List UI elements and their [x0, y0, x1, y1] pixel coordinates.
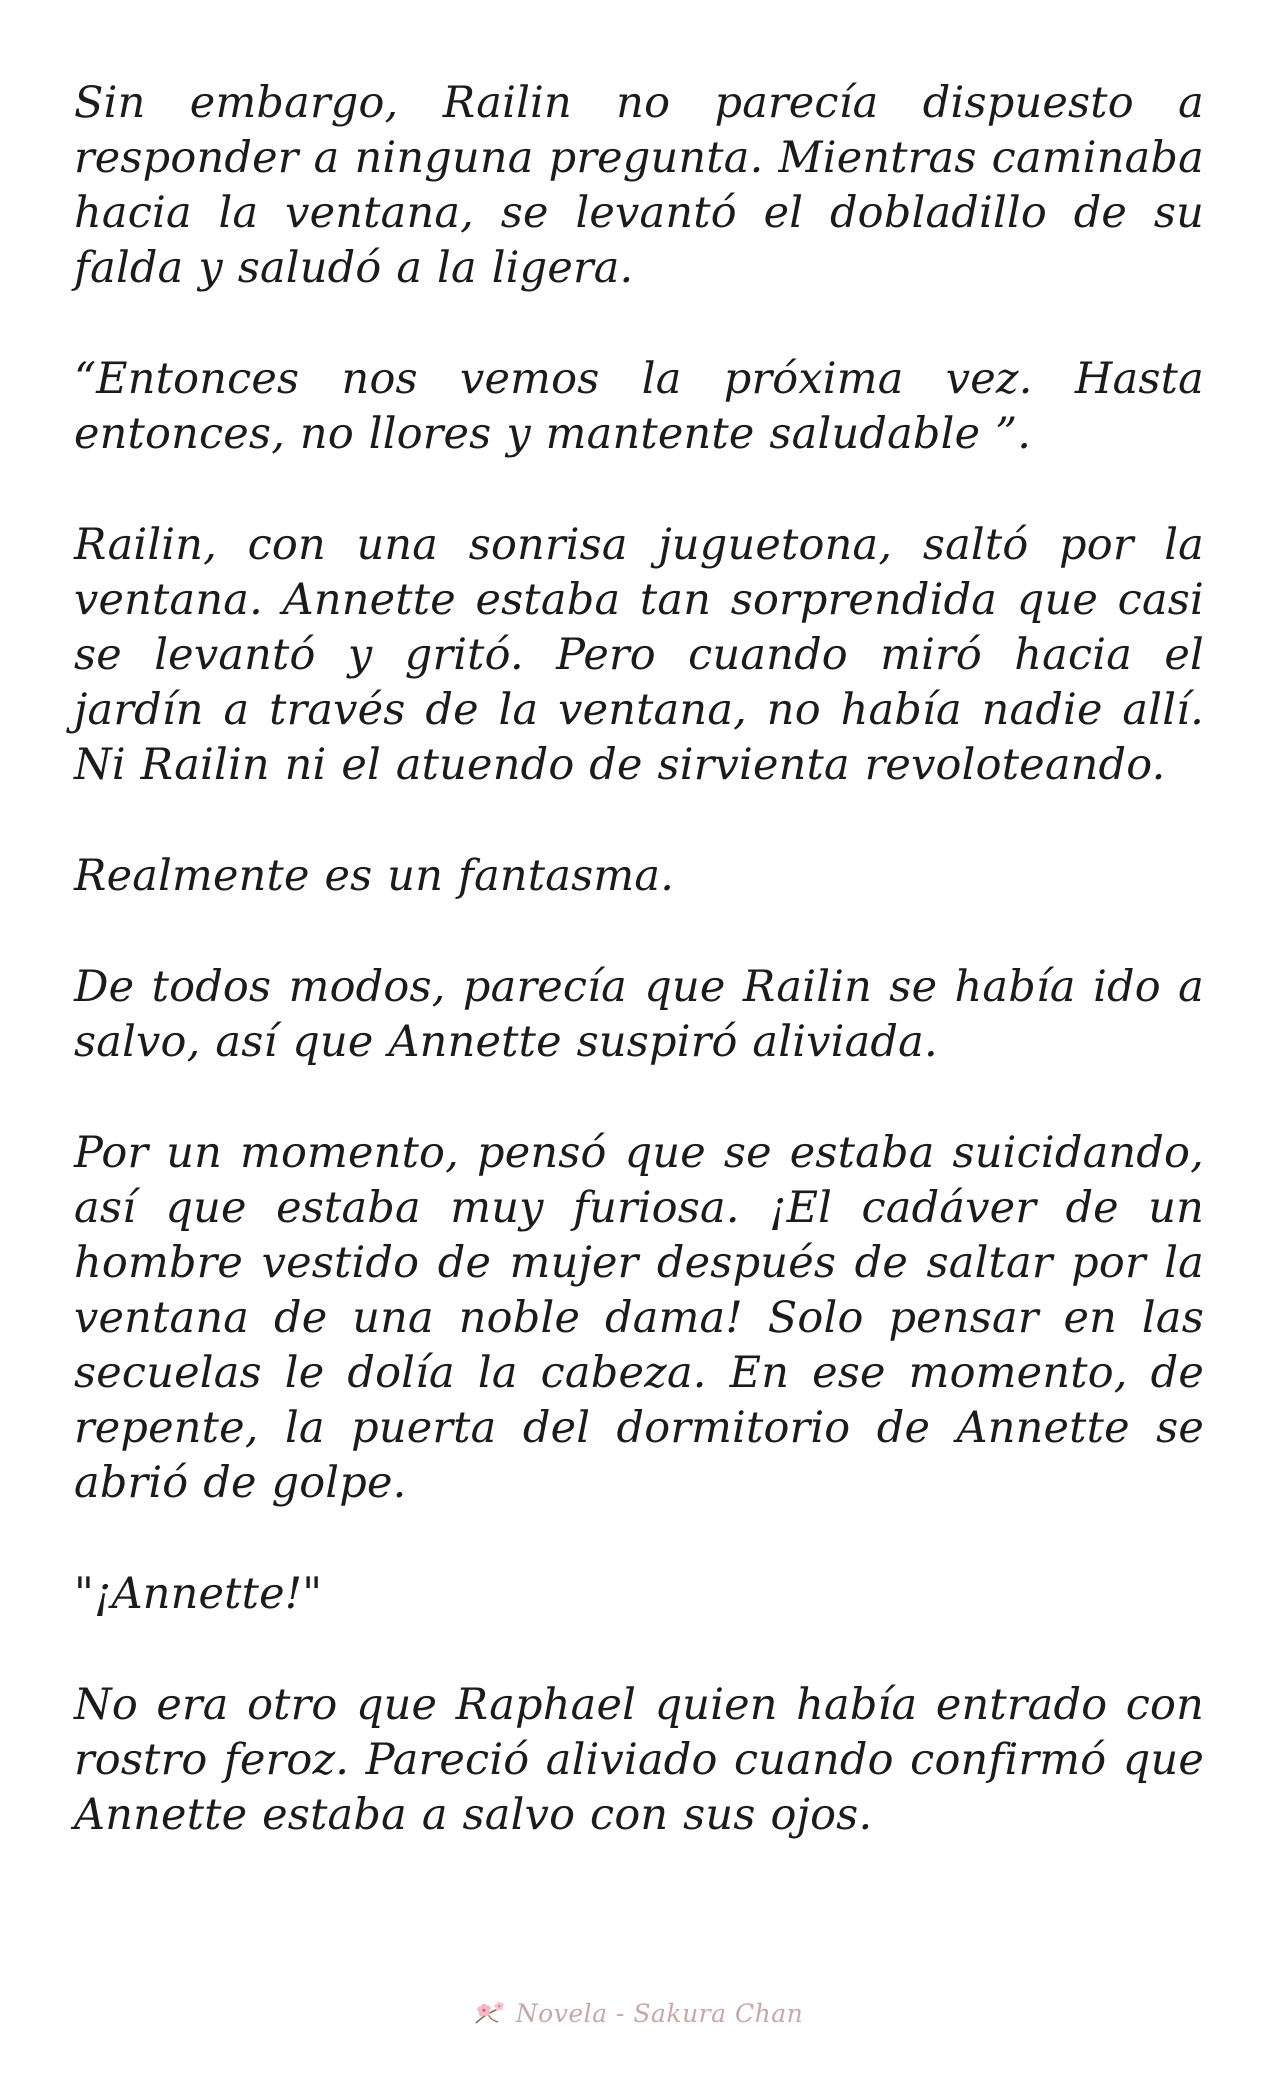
paragraph-1: Sin embargo, Railin no parecía dispuesto a responder a ninguna pregunta. Mientras caminaba hacia la ventana, se levantó el dobladillo de su falda y saludó a la ligera.	[74, 78, 1204, 293]
paragraph-8: No era otro que Raphael quien había entrado con rostro feroz. Pareció aliviado cuando confirmó que Annette estaba a salvo con sus ojos.	[74, 1680, 1204, 1840]
cherry-blossom-icon	[472, 1997, 508, 2029]
paragraph-6: Por un momento, pensó que se estaba suicidando, así que estaba muy furiosa. ¡El cadáver de un hombre vestido de mujer después de saltar por la ventana de una noble dama! Solo pensar en las secuelas le dolía la cabeza. En ese momento, de repente, la puerta del dormitorio de Annette se abrió de golpe.	[74, 1128, 1204, 1508]
paragraph-2: “Entonces nos vemos la próxima vez. Hasta entonces, no llores y mantente saludable ”.	[74, 354, 1204, 459]
paragraph-5: De todos modos, parecía que Railin se había ido a salvo, así que Annette suspiró aliviada.	[74, 962, 1204, 1067]
watermark-text: Novela - Sakura Chan	[515, 1998, 804, 2028]
paragraph-3: Railin, con una sonrisa juguetona, saltó por la ventana. Annette estaba tan sorprendida que casi se levantó y gritó. Pero cuando miró hacia el jardín a través de la ventana, no había nadie allí. Ni Railin ni el atuendo de sirvienta revoloteando.	[74, 520, 1204, 790]
watermark-footer	[0, 1993, 1275, 2033]
novel-page	[74, 76, 1204, 1899]
paragraph-7: "¡Annette!"	[74, 1569, 323, 1619]
paragraph-4: Realmente es un fantasma.	[74, 851, 675, 901]
